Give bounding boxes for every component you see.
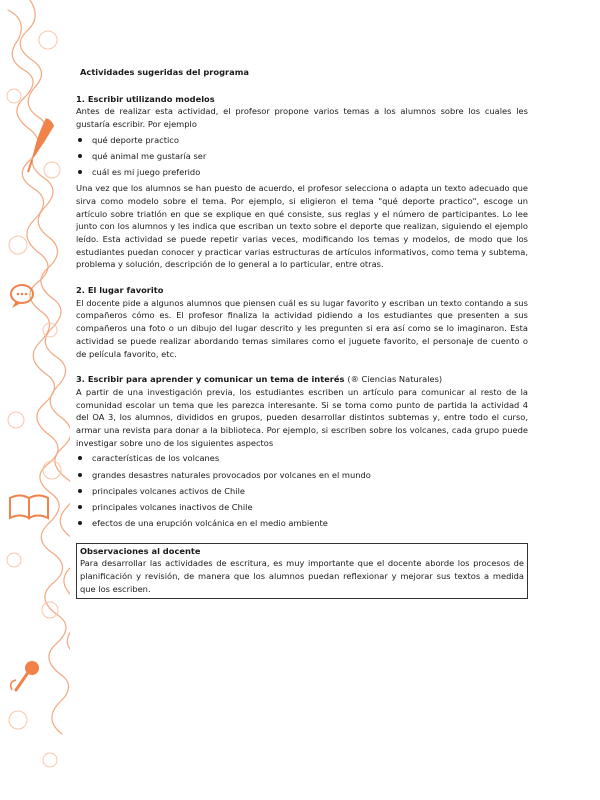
list-item: características de los volcanes xyxy=(76,452,528,465)
section-intro: Antes de realizar esta actividad, el profesor propone varios temas a los alumnos sobre los cuales les gustaría escribir. Por ejemplo xyxy=(76,106,528,130)
open-book-icon xyxy=(10,496,48,519)
list-item: qué deporte practico xyxy=(76,134,528,147)
document-body xyxy=(76,66,528,599)
section-heading: 2. El lugar favorito xyxy=(76,285,164,296)
section-escribir-modelos xyxy=(76,93,528,271)
list-item: efectos de una erupción volcánica en el medio ambiente xyxy=(76,517,528,530)
bullet-list xyxy=(76,452,528,529)
bullet-list xyxy=(76,134,528,179)
section-heading-wrap xyxy=(76,373,528,386)
section-intro: A partir de una investigación previa, los estudiantes escriben un artículo para comunicar al resto de la comunidad escolar un tema que les parezca interesante. Si se toma como punto de partida la actividad 4 del OA 3, los alumnos, divididos en grupos, pueden desarrollar distintos subtemas y, entre todo el curso, armar una revista para donar a la biblioteca. Por ejemplo, si escriben sobre los volcanes, cada grupo puede investigar sobre uno de los siguientes aspectos xyxy=(76,386,528,448)
section-body: El docente pide a algunos alumnos que piensen cuál es su lugar favorito y escriban un texto contando a sus compañeros cómo es. El profesor finaliza la actividad pidiendo a los estudiantes que presenten a sus compañeros una foto o un dibujo del lugar descrito y les pregunten si era así como se lo imaginaron. Esta actividad se puede realizar abordando temas similares como el juguete favorito, el personaje de cuento o de película favorito, etc. xyxy=(76,297,528,359)
microphone-icon xyxy=(11,661,39,690)
section-lugar-favorito xyxy=(76,284,528,360)
observations-title: Observaciones al docente xyxy=(80,545,201,556)
decorative-border xyxy=(0,0,70,800)
section-body: Una vez que los alumnos se han puesto de acuerdo, el profesor selecciona o adapta un texto adecuado que sirva como modelo sobre el tema. Por ejemplo, si eligieron el tema "qué deporte practico", escoge un artículo sobre triatlón en que se explique en qué consiste, sus reglas y el número de participantes. Lo lee junto con los alumnos y les indica que escriban un texto sobre el deporte que realizan, siguiendo el ejemplo leído. Esta actividad se puede repetir varias veces, modificando los temas y modelos, de modo que los estudiantes puedan conocer y practicar varias estructuras de artículos informativos, como tema y subtema, problema y solución, descripción de lo general a lo particular, entre otras. xyxy=(76,183,528,270)
observations-box xyxy=(76,543,528,600)
quill-pen-icon xyxy=(28,118,54,172)
section-tema-interes xyxy=(76,373,528,529)
document-title: Actividades sugeridas del programa xyxy=(80,67,249,77)
list-item: principales volcanes inactivos de Chile xyxy=(76,501,528,514)
section-heading: 3. Escribir para aprender y comunicar un tema de interés xyxy=(76,374,345,385)
list-item: cuál es mi juego preferido xyxy=(76,166,528,179)
list-item: qué animal me gustaría ser xyxy=(76,150,528,163)
observations-body: Para desarrollar las actividades de escritura, es muy importante que el docente aborde los procesos de planificación y revisión, de manera que los alumnos puedan reflexionar y mejorar sus textos a medida que los escriben. xyxy=(80,558,524,594)
list-item: grandes desastres naturales provocados por volcanes en el mundo xyxy=(76,469,528,482)
list-item: principales volcanes activos de Chile xyxy=(76,485,528,498)
subject-note: (® Ciencias Naturales) xyxy=(347,374,443,385)
section-heading: 1. Escribir utilizando modelos xyxy=(76,93,215,104)
